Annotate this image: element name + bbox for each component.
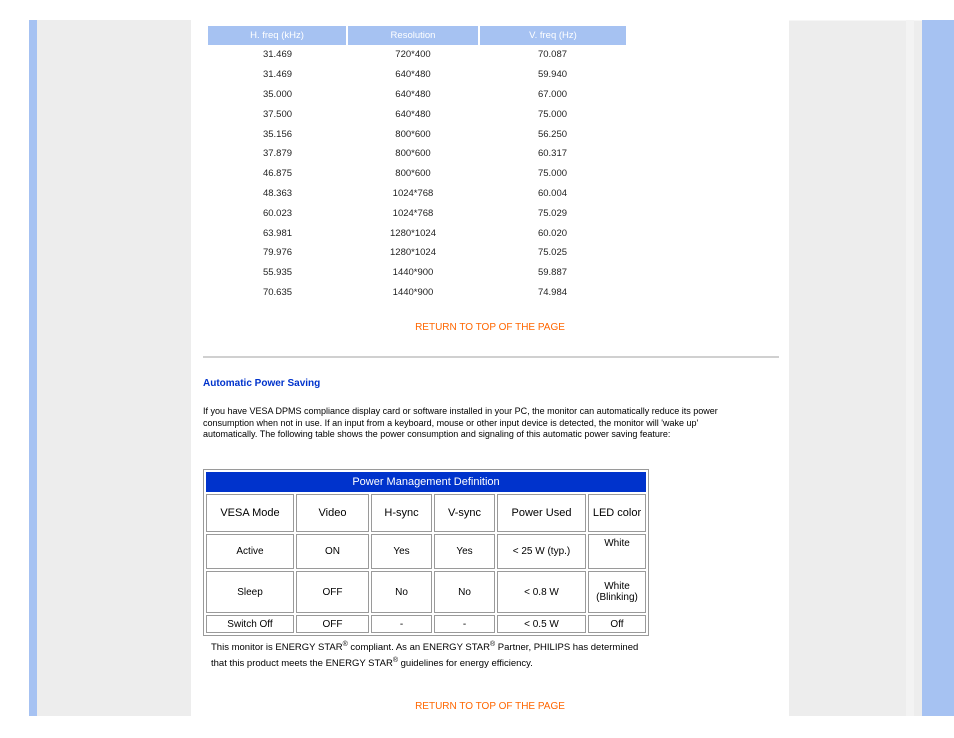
v-freq-cell: 75.000	[537, 168, 568, 180]
h-freq-cell: 63.981	[262, 227, 293, 239]
h-freq-cell: 70.635	[262, 286, 293, 298]
v-freq-cell: 67.000	[537, 88, 568, 100]
h-freq-cell: 37.879	[262, 148, 293, 160]
h-sync-header: H-sync	[371, 494, 432, 532]
section-title: Automatic Power Saving	[203, 378, 321, 389]
table-row	[208, 243, 626, 263]
table-row	[206, 534, 646, 569]
resolution-cell: 1280*1024	[390, 227, 436, 239]
table-row	[208, 124, 626, 144]
h-freq-cell: 46.875	[262, 168, 293, 180]
table-row	[208, 85, 626, 105]
power-used-header: Power Used	[497, 494, 586, 532]
table-row	[208, 104, 626, 124]
v-sync-header: V-sync	[434, 494, 495, 532]
power-management-table	[203, 469, 649, 636]
power-cell: < 0.8 W	[497, 571, 586, 613]
v-freq-cell: 75.025	[537, 247, 568, 259]
power-table-title: Power Management Definition	[206, 472, 646, 492]
h-freq-cell: 55.935	[262, 267, 293, 279]
table-row	[208, 65, 626, 85]
h-sync-cell: No	[371, 571, 432, 613]
resolution-cell: 800*600	[395, 168, 431, 180]
registered-mark: ®	[490, 641, 496, 648]
energy-star-statement	[211, 640, 641, 672]
table-row	[208, 263, 626, 283]
v-freq-cell: 75.000	[537, 108, 568, 120]
led-color-header: LED color	[588, 494, 646, 532]
v-freq-cell: 59.887	[537, 267, 568, 279]
led-cell: Off	[588, 615, 646, 633]
h-freq-cell: 79.976	[262, 247, 293, 259]
mode-cell: Active	[206, 534, 294, 569]
right-accent-stripe	[922, 20, 954, 716]
led-cell: White	[588, 534, 646, 569]
video-cell: OFF	[296, 571, 369, 613]
left-sidebar-panel	[37, 20, 191, 716]
resolution-cell: 1280*1024	[390, 247, 436, 259]
power-table-header	[206, 494, 646, 532]
video-cell: ON	[296, 534, 369, 569]
registered-mark: ®	[392, 657, 398, 664]
video-header: Video	[296, 494, 369, 532]
v-sync-cell: No	[434, 571, 495, 613]
resolution-cell: 1440*900	[392, 286, 434, 298]
v-freq-cell: 70.087	[537, 49, 568, 61]
v-freq-cell: 75.029	[537, 207, 568, 219]
left-accent-stripe	[29, 20, 37, 716]
table-row	[208, 45, 626, 65]
intro-paragraph: If you have VESA DPMS compliance display card or software installed in your PC, the monitor can automatically reduce its power consumption when not in use. If an input from a keyboard, mouse or other input device is detected, the monitor will 'wake up' automatically. The following table shows the power consumption and signaling of this automatic power saving feature:	[203, 406, 718, 439]
h-sync-cell: Yes	[371, 534, 432, 569]
return-to-top-link[interactable]: RETURN TO TOP OF THE PAGE	[415, 701, 565, 712]
table-row	[208, 223, 626, 243]
resolution-cell: 640*480	[395, 88, 431, 100]
h-sync-cell: -	[371, 615, 432, 633]
h-freq-cell: 31.469	[262, 49, 293, 61]
table-row	[208, 164, 626, 184]
registered-mark: ®	[342, 641, 348, 648]
resolution-cell: 640*480	[395, 108, 431, 120]
resolution-cell: 1024*768	[392, 207, 434, 219]
frequency-table-header	[208, 26, 626, 45]
led-cell: White (Blinking)	[588, 571, 646, 613]
mode-cell: Switch Off	[206, 615, 294, 633]
energy-text-1: This monitor is ENERGY STAR	[211, 642, 343, 653]
h-freq-cell: 37.500	[262, 108, 293, 120]
video-cell: OFF	[296, 615, 369, 633]
resolution-cell: 720*400	[395, 49, 431, 61]
mode-cell: Sleep	[206, 571, 294, 613]
h-freq-cell: 60.023	[262, 207, 293, 219]
energy-text-3: Partner, PHILIPS has determined that this product meets the ENERGY STAR	[211, 642, 639, 669]
resolution-cell: 640*480	[395, 69, 431, 81]
v-freq-cell: 60.004	[537, 187, 568, 199]
power-cell: < 0.5 W	[497, 615, 586, 633]
v-freq-cell: 60.317	[537, 148, 568, 160]
table-row	[208, 184, 626, 204]
resolution-cell: 1440*900	[392, 267, 434, 279]
h-freq-cell: 31.469	[262, 69, 293, 81]
v-freq-cell: 60.020	[537, 227, 568, 239]
v-sync-cell: -	[434, 615, 495, 633]
v-freq-cell: 74.984	[537, 286, 568, 298]
right-panel-edge	[906, 20, 914, 716]
energy-text-2: compliant. As an ENERGY STAR	[347, 642, 490, 653]
table-row	[206, 571, 646, 613]
section-divider	[203, 356, 779, 358]
resolution-cell: 800*600	[395, 128, 431, 140]
return-to-top-link[interactable]: RETURN TO TOP OF THE PAGE	[415, 322, 565, 333]
table-row	[208, 283, 626, 303]
right-sidebar-panel	[789, 20, 922, 716]
power-cell: < 25 W (typ.)	[497, 534, 586, 569]
v-freq-cell: 59.940	[537, 69, 568, 81]
v-freq-header: V. freq (Hz)	[479, 26, 626, 45]
resolution-header: Resolution	[347, 26, 479, 45]
h-freq-cell: 35.156	[262, 128, 293, 140]
table-row	[206, 615, 646, 633]
h-freq-header: H. freq (kHz)	[208, 26, 347, 45]
resolution-cell: 1024*768	[392, 187, 434, 199]
table-row	[208, 203, 626, 223]
table-row	[208, 144, 626, 164]
h-freq-cell: 35.000	[262, 88, 293, 100]
energy-text-4: guidelines for energy efficiency.	[397, 658, 533, 669]
v-sync-cell: Yes	[434, 534, 495, 569]
v-freq-cell: 56.250	[537, 128, 568, 140]
frequency-table	[208, 26, 626, 302]
vesa-mode-header: VESA Mode	[206, 494, 294, 532]
h-freq-cell: 48.363	[262, 187, 293, 199]
resolution-cell: 800*600	[395, 148, 431, 160]
